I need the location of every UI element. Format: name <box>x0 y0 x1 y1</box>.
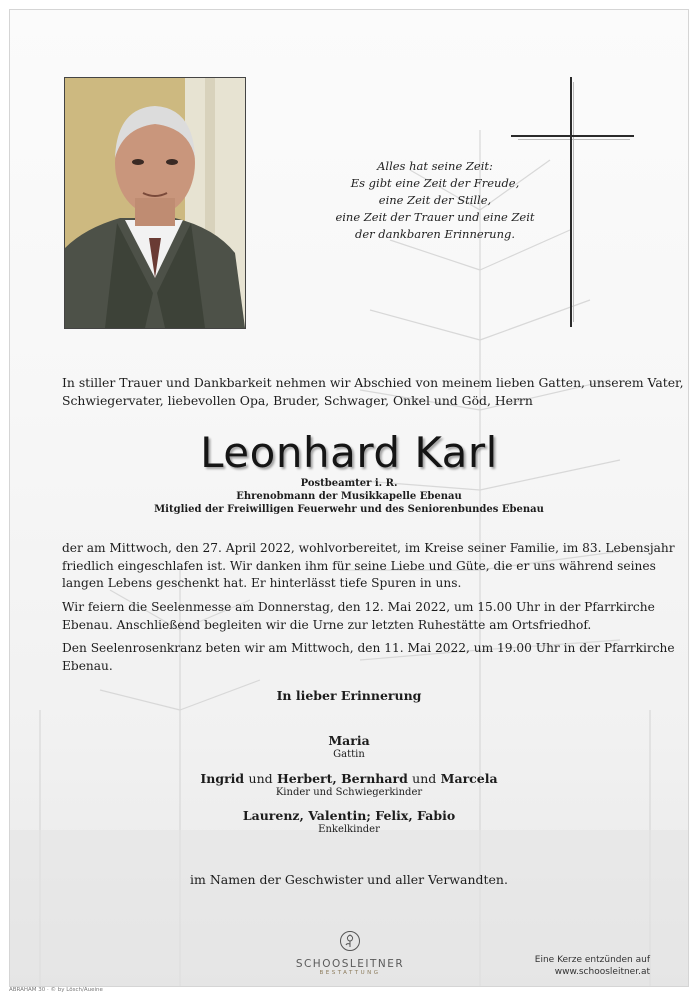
quote-line: der dankbaren Erinnerung. <box>354 227 515 241</box>
grandchildren-role: Enkelkinder <box>318 824 380 835</box>
paragraph-line: Wir feiern die Seelenmesse am Donnerstag, den 12. Mai 2022, um 15.00 Uhr in der Pfarrkirche <box>62 600 655 614</box>
wife-role: Gattin <box>333 749 365 760</box>
quote-poem <box>310 158 560 243</box>
rose-icon <box>339 930 361 952</box>
family-children <box>10 770 688 799</box>
wife-name: Maria <box>328 733 370 748</box>
paragraph-line: Ebenau. <box>62 658 113 673</box>
title-line: Mitglied der Freiwilligen Feuerwehr und des Seniorenbundes Ebenau <box>154 504 544 515</box>
title-line: Ehrenobmann der Musikkapelle Ebenau <box>236 491 462 502</box>
quote-line: Alles hat seine Zeit: <box>377 159 493 173</box>
paragraph-line: friedlich eingeschlafen ist. Wir danken ihm für seine Liebe und Güte, die er uns während seines <box>62 558 656 573</box>
intro-line: Schwiegervater, liebevollen Opa, Bruder, Schwager, Onkel und Göd, Herrn <box>62 393 533 408</box>
paragraph-line: der am Mittwoch, den 27. April 2022, wohlvorbereitet, im Kreise seiner Familie, im 83. Lebensjahr <box>62 541 675 555</box>
deceased-titles <box>10 477 688 516</box>
mass-paragraph <box>62 599 655 634</box>
logo-subtitle: BESTATTUNG <box>319 970 381 976</box>
memory-heading: In lieber Erinnerung <box>276 688 422 703</box>
family-grandchildren <box>10 807 688 836</box>
paragraph-line: Den Seelenrosenkranz beten wir am Mittwoch, den 11. Mai 2022, um 19.00 Uhr in der Pfarrkirche <box>62 641 675 655</box>
quote-line: eine Zeit der Trauer und eine Zeit <box>335 210 535 224</box>
candle-text: Eine Kerze entzünden auf <box>534 955 650 965</box>
title-line: Postbeamter i. R. <box>300 478 398 489</box>
closing-text: im Namen der Geschwister und aller Verwandten. <box>190 872 508 887</box>
children-names <box>10 770 688 787</box>
candle-notice <box>535 954 650 978</box>
obituary-card <box>9 9 689 987</box>
rosary-paragraph <box>62 640 675 675</box>
child-name: Marcela <box>440 771 498 786</box>
paragraph-line: langen Lebens geschenkt hat. Er hinterlässt tiefe Spuren in uns. <box>62 576 462 590</box>
family-wife <box>10 732 688 761</box>
intro-line: In stiller Trauer und Dankbarkeit nehmen wir Abschied von meinem lieben Gatten, unserem Vater, <box>62 375 684 390</box>
funeral-home-logo <box>290 930 410 976</box>
footer-credit: ABRAHAM 30 · © by Lösch/Aueine <box>9 987 103 993</box>
death-paragraph <box>62 540 675 593</box>
connector-text: und <box>248 771 273 786</box>
portrait-photo <box>64 77 246 329</box>
deceased-name: Leonhard Karl <box>200 428 498 477</box>
quote-line: Es gibt eine Zeit der Freude, <box>350 176 520 190</box>
child-name: Herbert, Bernhard <box>277 771 408 786</box>
logo-name: SCHOOSLEITNER <box>295 958 405 970</box>
grandchildren-names: Laurenz, Valentin; Felix, Fabio <box>242 808 456 823</box>
quote-line: eine Zeit der Stille, <box>378 193 492 207</box>
website-link[interactable]: www.schoosleitner.at <box>554 967 650 977</box>
intro-text <box>62 374 684 410</box>
connector-text: und <box>412 771 437 786</box>
children-role: Kinder und Schwiegerkinder <box>275 787 423 798</box>
child-name: Ingrid <box>200 771 245 786</box>
paragraph-line: Ebenau. Anschließend begleiten wir die Urne zur letzten Ruhestätte am Ortsfriedhof. <box>62 617 592 632</box>
